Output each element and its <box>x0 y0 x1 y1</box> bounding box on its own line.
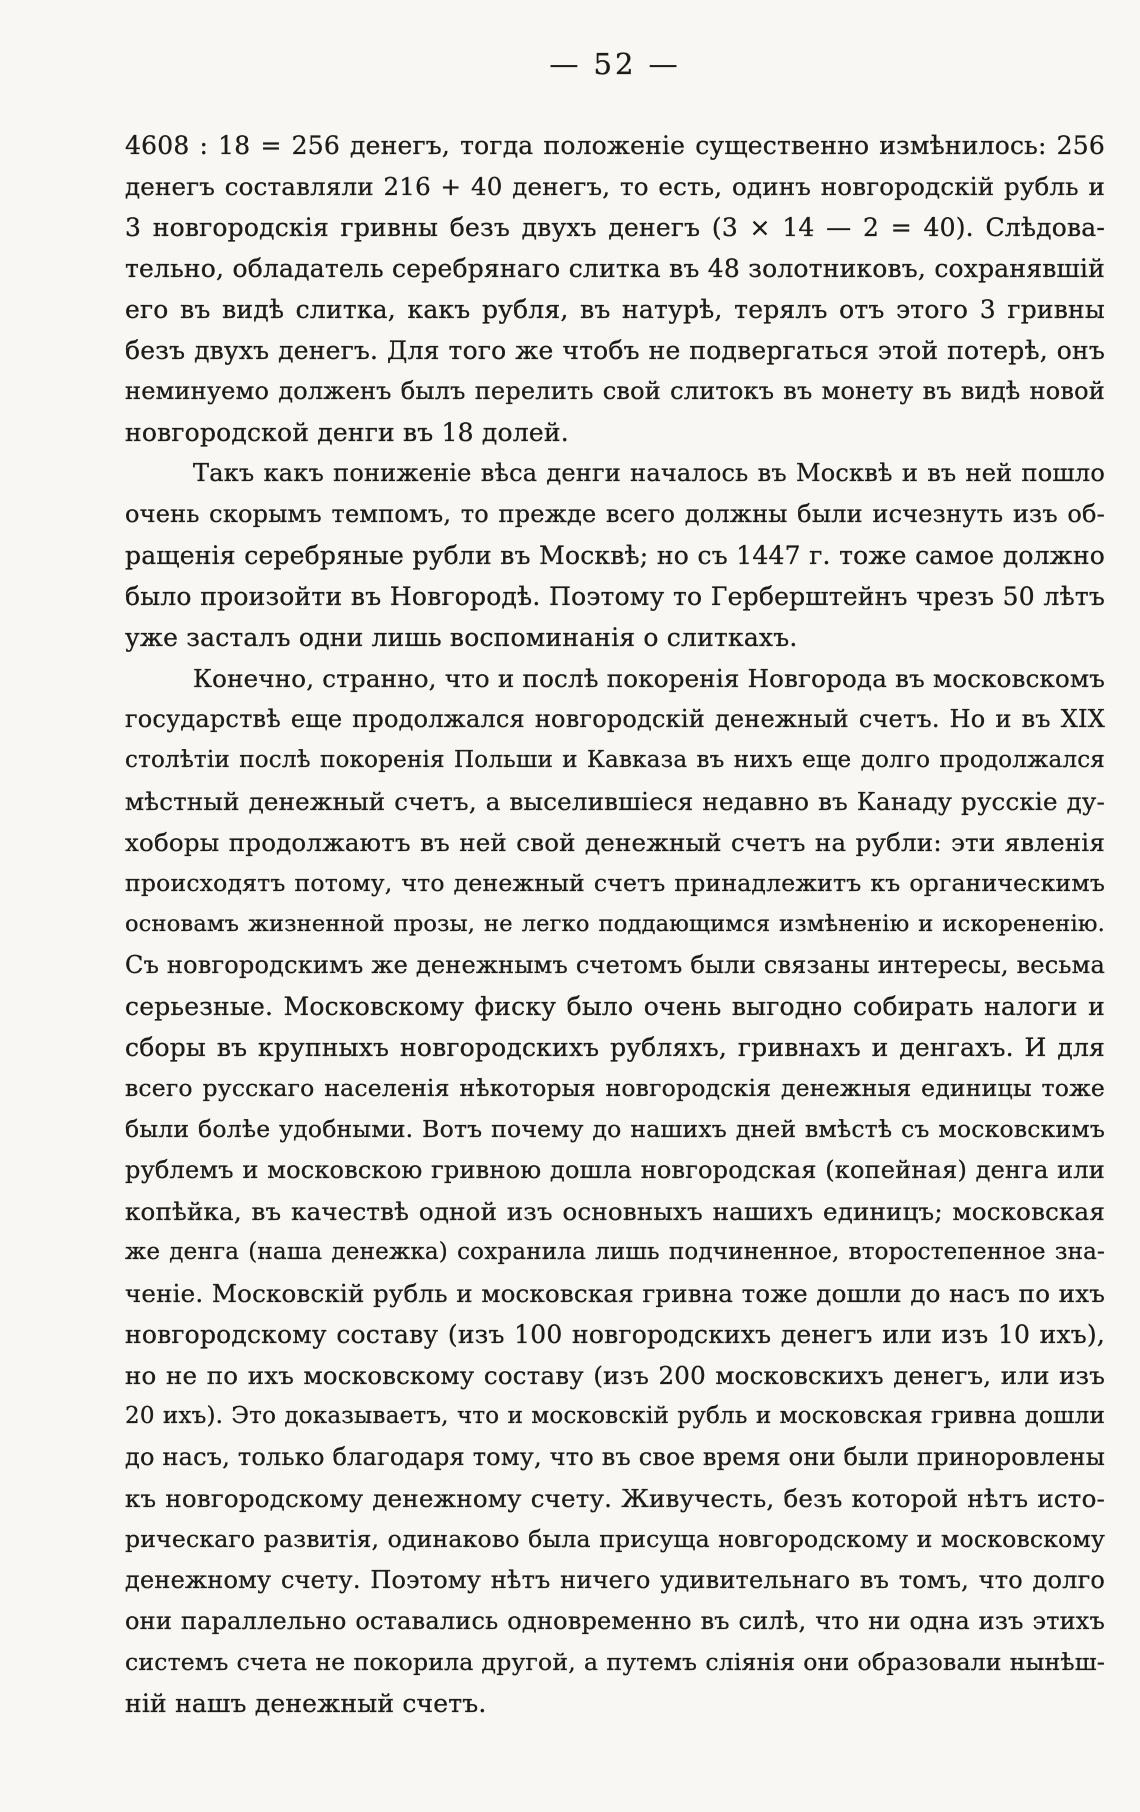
text-line: Съ новгородскимъ же денежнымъ счетомъ были связаны интересы, весьма <box>125 951 1105 979</box>
page-number: — 52 — <box>549 47 681 81</box>
text-line: сборы въ крупныхъ новгородскихъ рубляхъ, гривнахъ и денгахъ. И для <box>125 1033 1105 1062</box>
text-line: мѣстный денежный счетъ, а выселившіеся недавно въ Канаду русскіе ду- <box>125 787 1105 816</box>
text-line: копѣйка, въ качествѣ одной изъ основныхъ нашихъ единицъ; московская <box>125 1197 1105 1226</box>
text-block <box>125 125 1105 1724</box>
text-line: неминуемо долженъ былъ перелить свой слитокъ въ монету въ видѣ новой <box>125 377 1105 405</box>
text-line: системъ счета не покорила другой, а путемъ сліянія они образовали нынѣш- <box>125 1648 1105 1676</box>
text-line: рическаго развитія, одинаково была присуща новгородскому и московскому <box>125 1525 1105 1553</box>
text-line: новгородской денги въ 18 долей. <box>125 418 569 447</box>
text-line: безъ двухъ денегъ. Для того же чтобъ не подвергаться этой потерѣ, онъ <box>125 336 1105 365</box>
text-line: основамъ жизненной прозы, не легко поддающимся измѣненію и искорененію. <box>125 911 1105 937</box>
text-line: уже засталъ одни лишь воспоминанія о слиткахъ. <box>125 623 798 652</box>
text-line: хоборы продолжаютъ въ ней свой денежный счетъ на рубли: эти явленія <box>125 828 1105 857</box>
text-line: его въ видѣ слитка, какъ рубля, въ натурѣ, терялъ отъ этого 3 гривны <box>125 295 1105 324</box>
text-line: 3 новгородскія гривны безъ двухъ денегъ (3 × 14 — 2 = 40). Слѣдова- <box>125 213 1105 242</box>
text-line: Конечно, странно, что и послѣ покоренія Новгорода въ московскомъ <box>193 664 1105 693</box>
text-line: всего русскаго населенія нѣкоторыя новгородскія денежныя единицы тоже <box>125 1074 1105 1102</box>
text-line: денежному счету. Поэтому нѣтъ ничего удивительнаго въ томъ, что долго <box>125 1566 1105 1594</box>
text-line: происходятъ потому, что денежный счетъ принадлежитъ къ органическимъ <box>125 869 1105 897</box>
text-line: новгородскому составу (изъ 100 новгородскихъ денегъ или изъ 10 ихъ), <box>125 1320 1105 1349</box>
text-line: очень скорымъ темпомъ, то прежде всего должны были исчезнуть изъ об- <box>125 500 1105 528</box>
text-line: они параллельно оставались одновременно въ силѣ, что ни одна изъ этихъ <box>125 1607 1105 1635</box>
text-line: столѣтіи послѣ покоренія Польши и Кавказа въ нихъ еще долго продолжался <box>125 747 1105 773</box>
text-line: тельно, обладатель серебрянаго слитка въ 48 золотниковъ, сохранявшій <box>125 254 1105 283</box>
text-line: 20 ихъ). Это доказываетъ, что и московскій рубль и московская гривна дошли <box>125 1403 1105 1429</box>
text-line: ращенія серебряные рубли въ Москвѣ; но съ 1447 г. тоже самое должно <box>125 541 1105 570</box>
page-header <box>125 48 1105 80</box>
text-line: ній нашъ денежный счетъ. <box>125 1689 487 1718</box>
text-line: но не по ихъ московскому составу (изъ 200 московскихъ денегъ, или изъ <box>125 1361 1105 1390</box>
text-line: были болѣе удобными. Вотъ почему до нашихъ дней вмѣстѣ съ московскимъ <box>125 1115 1105 1143</box>
text-line: государствѣ еще продолжался новгородскій денежный счетъ. Но и въ XIX <box>125 705 1105 733</box>
text-line: ченіе. Московскій рубль и московская гривна тоже дошли до насъ по ихъ <box>125 1279 1105 1308</box>
text-line: серьезные. Московскому фиску было очень выгодно собирать налоги и <box>125 992 1105 1021</box>
text-line: же денга (наша денежка) сохранила лишь подчиненное, второстепенное зна- <box>125 1239 1105 1265</box>
text-line: было произойти въ Новгородѣ. Поэтому то Герберштейнъ чрезъ 50 лѣтъ <box>125 582 1105 611</box>
text-line: рублемъ и московскою гривною дошла новгородская (копейная) денга или <box>125 1156 1105 1184</box>
text-line: Такъ какъ пониженіе вѣса денги началось въ Москвѣ и въ ней пошло <box>193 459 1105 487</box>
text-line: къ новгородскому денежному счету. Живучесть, безъ которой нѣтъ исто- <box>125 1484 1105 1513</box>
text-line: 4608 : 18 = 256 денегъ, тогда положеніе существенно измѣнилось: 256 <box>125 131 1105 160</box>
text-line: денегъ составляли 216 + 40 денегъ, то есть, одинъ новгородскій рубль и <box>125 172 1105 201</box>
text-line: до насъ, только благодаря тому, что въ свое время они были приноровлены <box>125 1443 1106 1471</box>
